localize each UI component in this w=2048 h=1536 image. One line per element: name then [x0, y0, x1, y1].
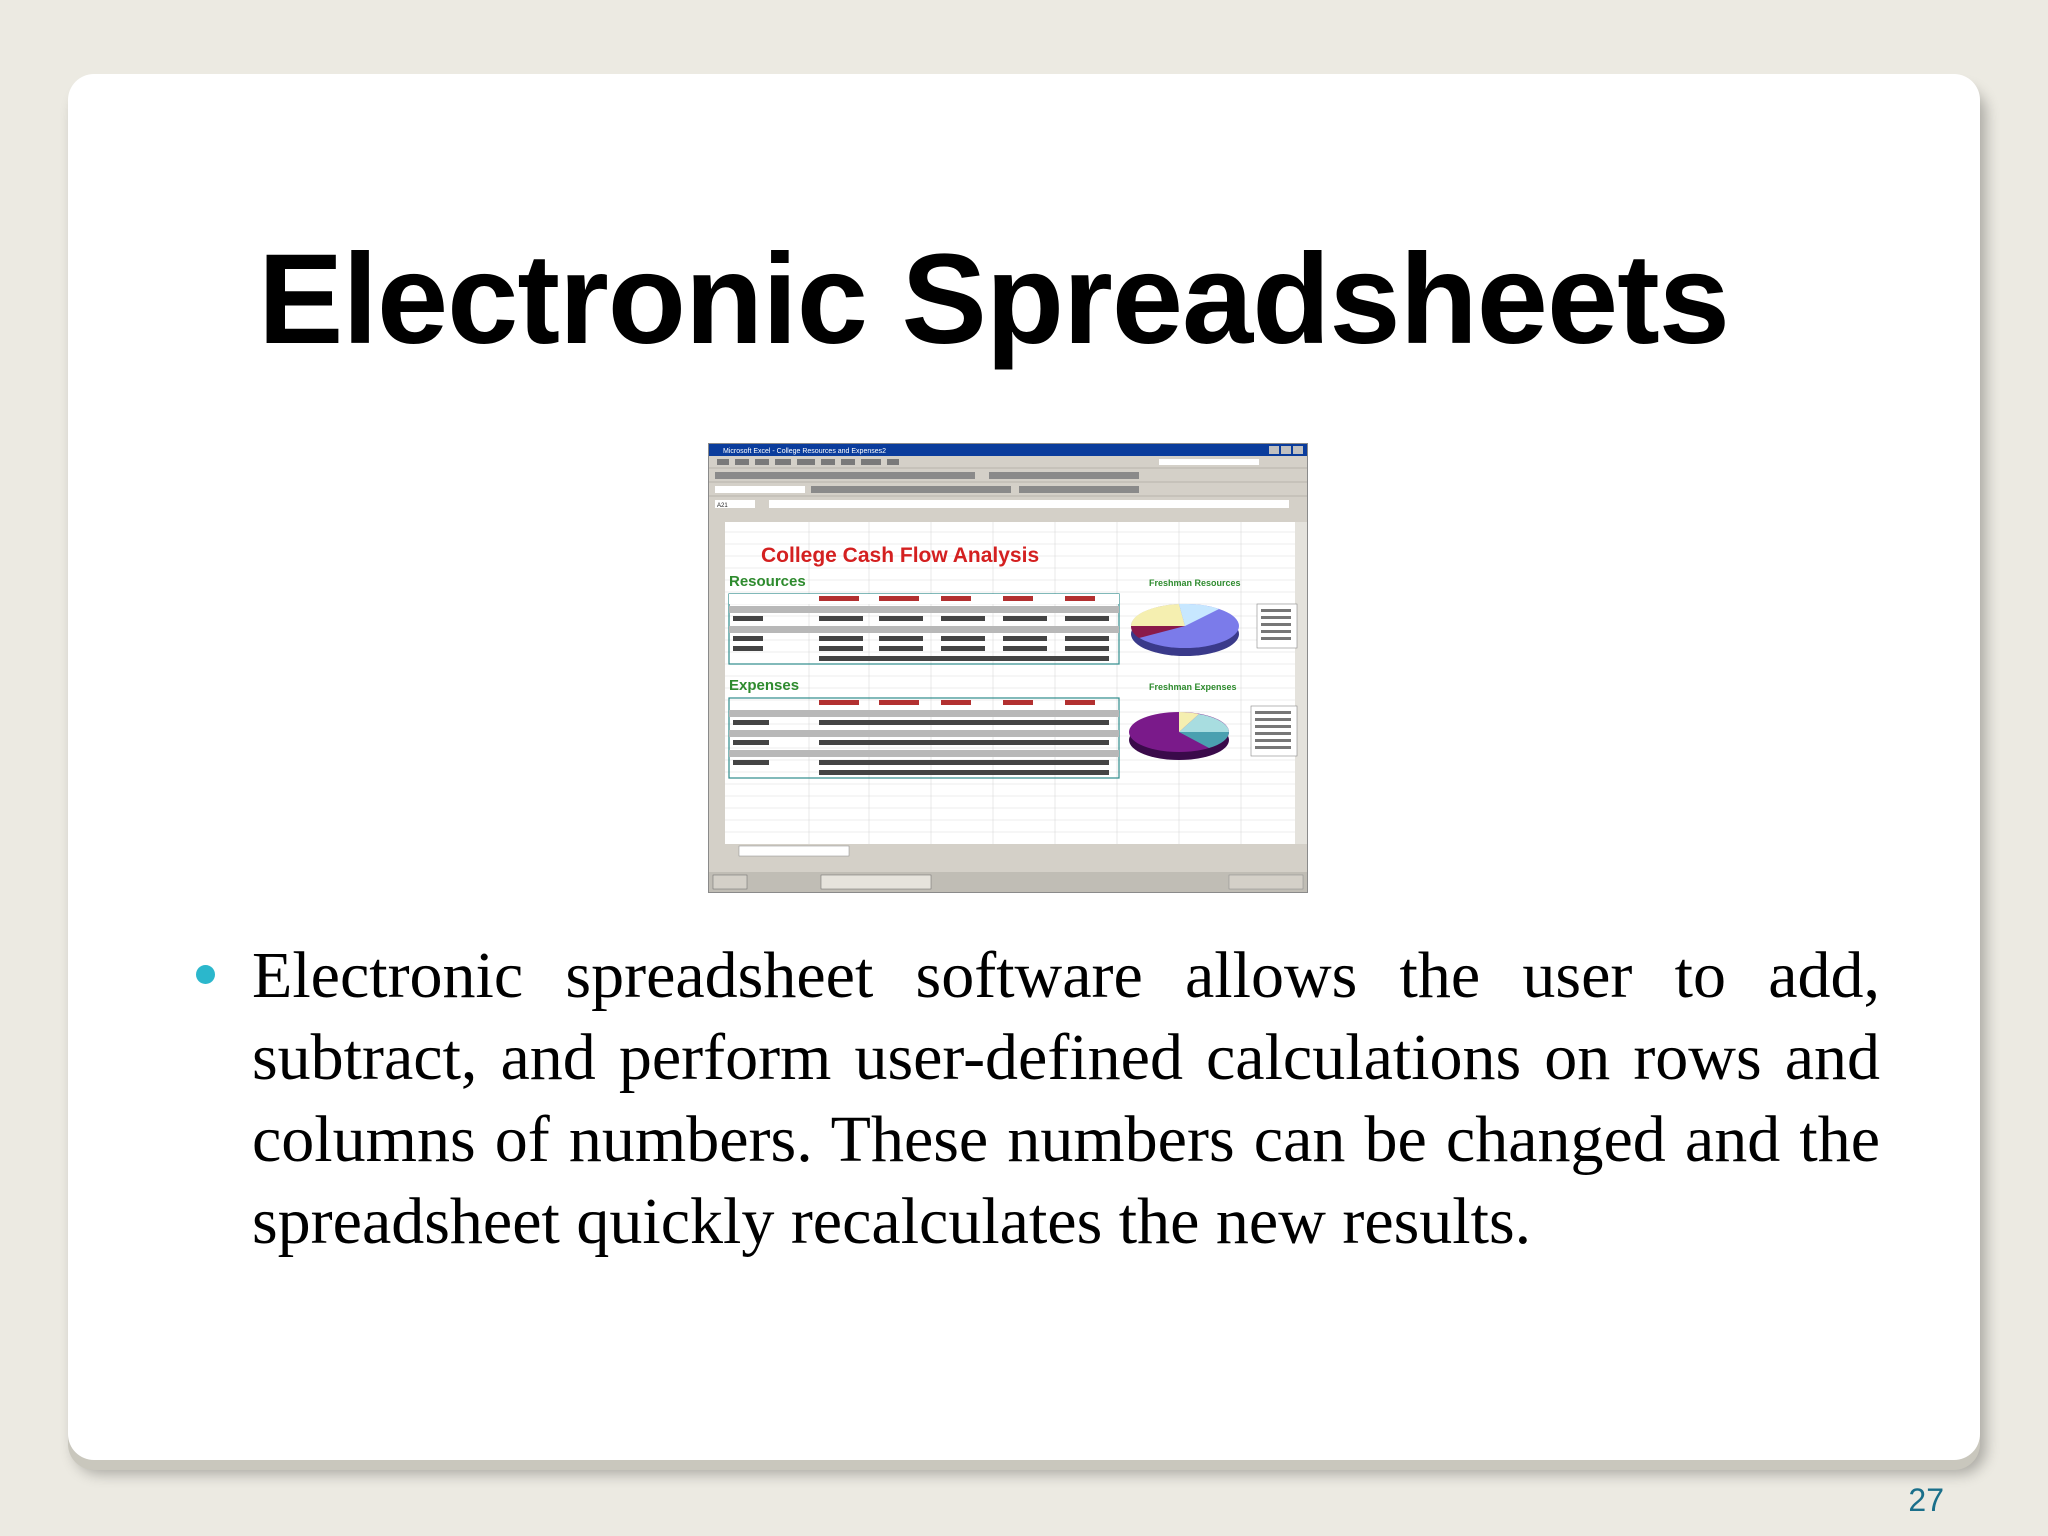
bullet-dot-icon: [196, 965, 215, 984]
bullet-text: Electronic spreadsheet software allows the user to add, subtract, and perform user-defined calculations on rows and columns of numbers. These numbers can be changed and the spreadsheet quickly recalculates the new results.: [252, 939, 1880, 1258]
name-box: A21: [717, 503, 728, 509]
excel-screenshot-image: [708, 443, 1308, 893]
page-number: 27: [1908, 1482, 1944, 1518]
pie-resources-title: Freshman Resources: [1149, 578, 1241, 588]
section-resources: Resources: [729, 573, 806, 590]
resources-pie-chart: [1131, 604, 1297, 656]
pie-expenses-title: Freshman Expenses: [1149, 682, 1237, 692]
section-expenses: Expenses: [729, 677, 800, 694]
slide-title: Electronic Spreadsheets: [258, 228, 1729, 371]
window-title: Microsoft Excel - College Resources and Expenses2: [723, 448, 887, 455]
sheet-title: College Cash Flow Analysis: [761, 544, 1040, 567]
